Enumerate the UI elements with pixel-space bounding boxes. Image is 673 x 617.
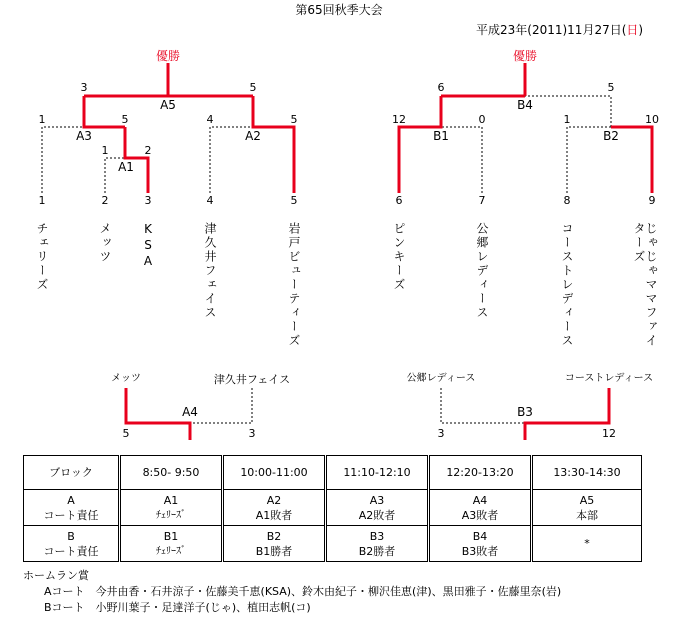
winner-label-right: 優勝 — [512, 49, 538, 63]
team-seed: 7 — [478, 194, 486, 207]
header-cell: 8:50- 9:50 — [120, 456, 223, 490]
header-cell: ブロック — [24, 456, 120, 490]
score-a3-left: 1 — [38, 113, 46, 126]
win-b3 — [525, 388, 609, 440]
score-a2-right: 5 — [290, 113, 298, 126]
score-b1-left: 12 — [392, 113, 406, 126]
b3-left-team: 公郷レディース — [406, 373, 476, 384]
score-b2-right: 10 — [645, 113, 659, 126]
game-sub: A1敗者 — [255, 508, 293, 522]
win-a3 — [84, 96, 125, 127]
date-prefix: 平成23年(2011)11月27日( — [476, 23, 627, 37]
game-id: A3 — [369, 493, 385, 507]
schedule-row-a — [24, 490, 642, 526]
win-b1 — [399, 96, 441, 193]
block-cell — [24, 526, 120, 562]
header-cell: 10:00-11:00 — [223, 456, 326, 490]
game-cell — [532, 526, 642, 562]
game-label-a1: A1 — [118, 160, 134, 174]
block-sub: コート責任 — [43, 508, 99, 522]
page-title: 第65回秋季大会 — [295, 3, 383, 17]
team-seed: 4 — [206, 194, 214, 207]
team-name: メッツ — [98, 222, 112, 264]
game-id: B4 — [472, 529, 488, 543]
game-label-b3: B3 — [517, 405, 533, 419]
game-cell — [120, 490, 223, 526]
homerun-a-line: Aコート 今井由香・石井涼子・佐藤美千恵(KSA)、鈴木由紀子・柳沢佳恵(津)、黒田雅子・佐藤里奈(岩) — [44, 585, 562, 598]
game-id: A5 — [579, 493, 595, 507]
score-a5-left: 3 — [80, 81, 88, 94]
game-id: B3 — [369, 529, 385, 543]
score-b3-right: 12 — [602, 427, 616, 440]
win-a4 — [126, 388, 190, 440]
schedule-row-b — [24, 526, 642, 562]
game-id: A2 — [266, 493, 282, 507]
team-seed: 5 — [290, 194, 298, 207]
schedule-table — [23, 455, 642, 562]
score-a3-right: 5 — [121, 113, 129, 126]
game-label-b1: B1 — [433, 129, 449, 143]
score-b1-right: 0 — [478, 113, 486, 126]
game-label-b4: B4 — [517, 98, 533, 112]
game-id: A4 — [472, 493, 488, 507]
score-b4-right: 5 — [607, 81, 615, 94]
team-name: ピンキーズ — [392, 222, 406, 292]
team-name: じゃじゃママファイターズ — [632, 222, 658, 348]
game-cell — [223, 490, 326, 526]
score-a5-right: 5 — [249, 81, 257, 94]
game-label-a3: A3 — [76, 129, 92, 143]
team-name: 津久井フェイス — [203, 222, 217, 320]
score-a2-left: 4 — [206, 113, 214, 126]
team-seed: 1 — [38, 194, 46, 207]
game-cell — [429, 490, 532, 526]
a4-right-team: 津久井フェイス — [213, 373, 291, 386]
header-cell: 12:20-13:20 — [429, 456, 532, 490]
game-sub: A3敗者 — [461, 508, 499, 522]
winner-label-left: 優勝 — [155, 49, 181, 63]
line-a4-right — [190, 388, 252, 423]
game-id: B1 — [163, 529, 179, 543]
schedule-header-row — [24, 456, 642, 490]
block-sub: コート責任 — [43, 544, 99, 558]
game-sub: B2勝者 — [358, 544, 396, 558]
game-cell — [429, 526, 532, 562]
game-id: B2 — [266, 529, 282, 543]
score-a1-left: 1 — [101, 144, 109, 157]
game-sub: ﾁｪﾘｰｽﾞ — [156, 545, 186, 557]
team-seed: 9 — [648, 194, 656, 207]
block-name: A — [67, 493, 75, 507]
game-cell — [120, 526, 223, 562]
game-sub: ﾁｪﾘｰｽﾞ — [156, 509, 186, 521]
game-sub: B1勝者 — [255, 544, 293, 558]
game-id: * — [584, 537, 590, 550]
score-b2-left: 1 — [563, 113, 571, 126]
team-seed: 3 — [144, 194, 152, 207]
team-seed: 8 — [563, 194, 571, 207]
game-label-a5: A5 — [160, 98, 176, 112]
a4-left-team: メッツ — [111, 373, 141, 384]
score-b4-left: 6 — [437, 81, 445, 94]
team-name: チェリーズ — [35, 222, 49, 292]
team-seed: 2 — [101, 194, 109, 207]
game-id: A1 — [163, 493, 179, 507]
score-a4-right: 3 — [248, 427, 256, 440]
homerun-b-line: Bコート 小野川葉子・足達洋子(じゃ)、植田志帆(コ) — [44, 601, 311, 614]
game-cell — [326, 490, 429, 526]
score-a4-left: 5 — [122, 427, 130, 440]
date-suffix: ) — [638, 23, 644, 37]
team-name: 公郷レディース — [475, 222, 489, 320]
team-name: 岩戸ビューティーズ — [287, 222, 301, 348]
score-b3-left: 3 — [437, 427, 445, 440]
team-seed: 6 — [395, 194, 403, 207]
line-b3-left — [441, 388, 525, 423]
game-cell — [532, 490, 642, 526]
win-a2 — [253, 96, 294, 193]
game-label-b2: B2 — [603, 129, 619, 143]
block-name: B — [67, 529, 75, 543]
b3-right-team: コーストレディース — [564, 373, 654, 384]
game-cell — [223, 526, 326, 562]
game-sub: A2敗者 — [358, 508, 396, 522]
homerun-title: ホームラン賞 — [23, 569, 89, 582]
block-cell — [24, 490, 120, 526]
game-label-a4: A4 — [182, 405, 198, 419]
game-sub: 本部 — [576, 508, 598, 522]
score-a1-right: 2 — [144, 144, 152, 157]
header-cell: 13:30-14:30 — [532, 456, 642, 490]
team-name: KSA — [141, 222, 155, 270]
game-sub: B3敗者 — [461, 544, 499, 558]
date-day: 日 — [626, 23, 639, 37]
header-cell: 11:10-12:10 — [326, 456, 429, 490]
game-label-a2: A2 — [245, 129, 261, 143]
game-cell — [326, 526, 429, 562]
team-name: コーストレディース — [560, 222, 574, 348]
